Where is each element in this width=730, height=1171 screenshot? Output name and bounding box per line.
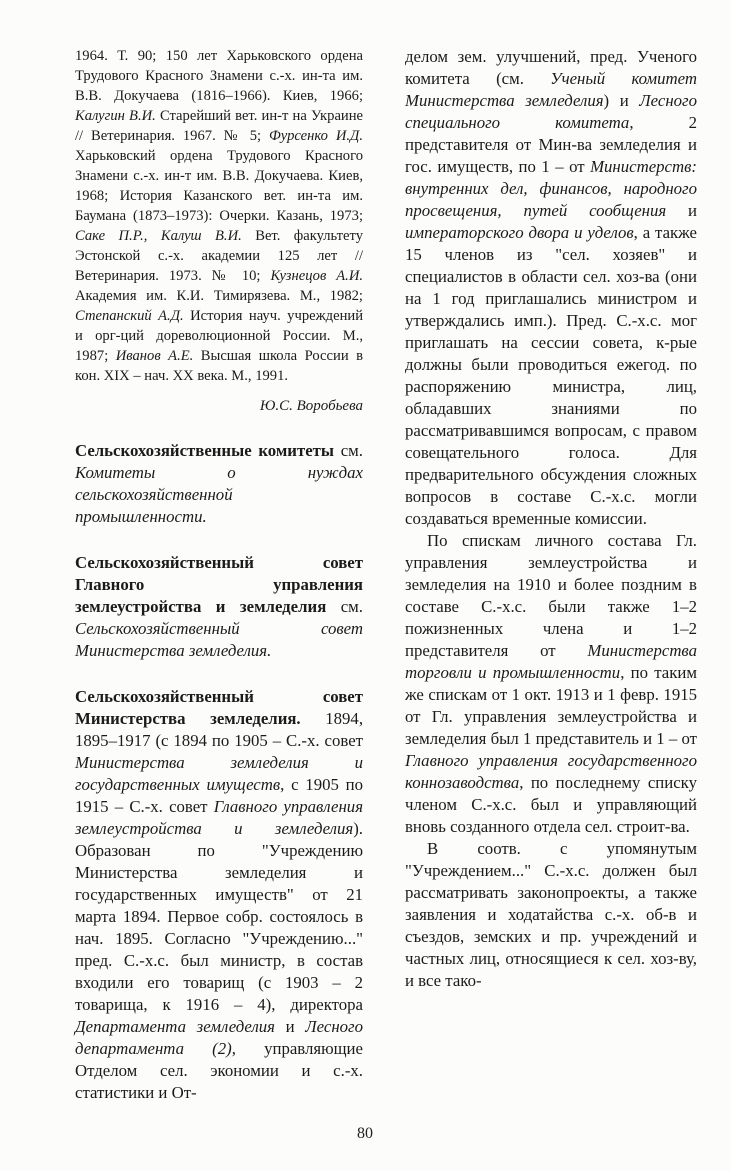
text-run: ) и: [603, 91, 640, 110]
text-run: Иванов А.Е.: [115, 348, 194, 364]
text-run: Департамента земледелия: [75, 1017, 275, 1036]
text-run: , а также 15 членов из "сел. хозяев" и специалистов в области сел. хоз-ва (они на 1 год приглашались министром и утверждались имп.). Пред. С.-х.с. мог приглашать на сессии совета, к-рые должны были проводиться ежегод. по распоряжению министра, лиц, обладавших знаниями по рассматривавшимся вопросам, с правом совещательного голоса. Для предварительного обсуждения сложных вопросов в составе С.-х.с. могли создаваться временные комиссии.: [405, 223, 697, 528]
text-run: делом зем. улучшений, пред. Ученого комитета (см.: [405, 47, 697, 88]
text-run: , по таким же спискам от 1 окт. 1913 и 1 февр. 1915 от Гл. управления землеустройства и земледелия был 1 представитель и 1 – от: [405, 663, 697, 748]
entry-paragraph: [75, 552, 363, 662]
text-run: История науч. учреждений и орг-ций дореволюционной России. М., 1987;: [75, 308, 364, 364]
text-run: Сельскохозяйственный совет Министерства земледелия.: [75, 687, 363, 728]
text-run: см.: [326, 597, 363, 616]
text-run: ). Образован по "Учреждению Министерства земледелия и государственных имуществ" от 21 марта 1894. Первое собр. состоялось в нач. 1895. Согласно "Учреждению..." пред. С.-х.с. был министр, в состав входили его товарищ (с 1903 – 2 товарища, к 1916 – 4), директора: [75, 819, 363, 1014]
text-run: Комитеты о нуждах сельскохозяйственной промышленности.: [75, 463, 363, 526]
text-run: см.: [334, 441, 363, 460]
text-run: , по последнему списку членом С.-х.с. был и управляющий вновь созданного отдела сел. строит-ва.: [405, 773, 697, 836]
text-run: Ю.С. Воробьева: [259, 398, 363, 414]
text-run: Министерства торговли и промышленности: [405, 641, 697, 682]
text-run: Главного управления государственного коннозаводства: [405, 751, 697, 792]
text-run: Калугин В.И.: [75, 108, 156, 124]
text-run: 1964. Т. 90; 150 лет Харьковского ордена Трудового Красного Знамени с.-х. ин-та им. В.В. Докучаева (1816–1966). Киев, 1966;: [75, 48, 363, 104]
body-paragraph: [405, 530, 697, 838]
text-run: императорского двора и уделов: [405, 223, 634, 242]
page-number: 80: [357, 1125, 373, 1142]
bibliography-paragraph: [75, 46, 363, 386]
text-run: Ученый комитет Министерства земледелия: [405, 69, 697, 110]
text-run: , управляющие Отделом сел. экономии и с.-х. статистики и От-: [75, 1039, 363, 1102]
entry-paragraph: [75, 440, 363, 528]
text-run: Сельскохозяйственный совет Главного управления землеустройства и земледелия: [75, 553, 363, 616]
text-run: Академия им. К.И. Тимирязева. М., 1982;: [75, 288, 363, 304]
author-signature: [75, 396, 363, 416]
text-run: 1894, 1895–1917 (с 1894 по 1905 – С.-х. совет: [75, 709, 364, 750]
text-run: , с 1905 по 1915 – С.-х. совет: [75, 775, 363, 816]
two-column-text-block: [75, 46, 697, 1104]
body-paragraph: [405, 46, 697, 530]
text-run: Лесного департамента (2): [75, 1017, 363, 1058]
text-run: Фурсенко И.Д.: [269, 128, 363, 144]
text-run: В соотв. с упомянутым "Учреждением..." С.-х.с. должен был рассматривать законопроекты, а также заявления и ходатайства с.-х. об-в и съездов, земских и пр. учреждений и частных лиц, относящиеся к сел. хоз-ву, и все тако-: [405, 839, 697, 990]
text-run: и: [274, 1017, 306, 1036]
text-run: Министерства земледелия и государственных имуществ: [75, 753, 363, 794]
text-run: Министерств: внутренних дел, финансов, народного просвещения, путей сообщения: [405, 157, 697, 220]
right-column: [405, 46, 697, 1104]
text-run: Степанский А.Д.: [75, 308, 184, 324]
text-run: Старейший вет. ин-т на Украине // Ветеринария. 1967. № 5;: [75, 108, 364, 144]
text-run: , 2 представителя от Мин-ва земледелия и гос. имуществ, по 1 – от: [405, 113, 698, 176]
text-run: Высшая школа России в кон. XIX – нач. XX века. М., 1991.: [75, 348, 364, 384]
text-run: По спискам личного состава Гл. управления землеустройства и земледелия на 1910 и более поздним в составе С.-х.с. были также 1–2 пожизненных члена и 1–2 представителя от: [405, 531, 697, 660]
text-run: Харьковский ордена Трудового Красного Знамени с.-х. ин-т им. В.В. Докучаева. Киев, 1968; История Казанского вет. ин-та им. Баумана (1873–1973): Очерки. Казань, 1973;: [75, 148, 363, 224]
text-run: Саке П.Р., Калуш В.И.: [75, 228, 242, 244]
text-run: и: [666, 201, 697, 220]
entry-paragraph: [75, 686, 363, 1104]
left-column: [75, 46, 363, 1104]
text-run: Вет. факультету Эстонской с.-х. академии 125 лет // Ветеринария. 1973. № 10;: [75, 228, 363, 284]
text-run: Главного управления землеустройства и земледелия: [75, 797, 363, 838]
body-paragraph: [405, 838, 697, 992]
text-run: Сельскохозяйственный совет Министерства земледелия.: [75, 619, 363, 660]
text-run: Лесного специального комитета: [405, 91, 697, 132]
text-run: Сельскохозяйственные комитеты: [75, 441, 335, 460]
text-run: Кузнецов А.И.: [270, 268, 364, 284]
